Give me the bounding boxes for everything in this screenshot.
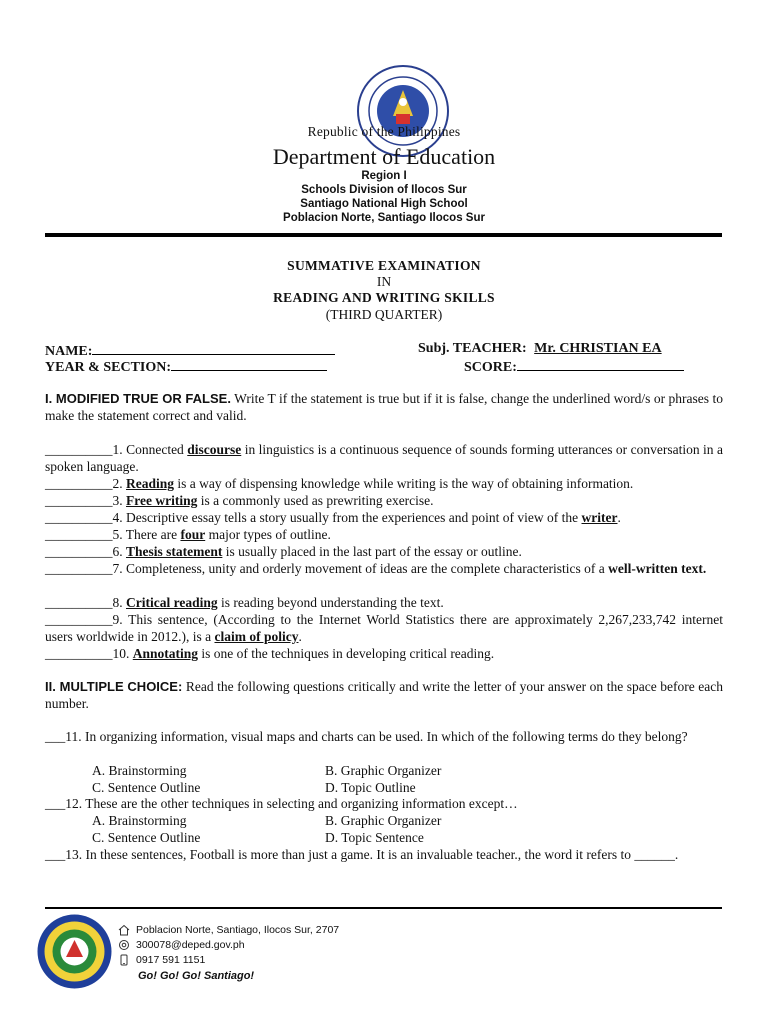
footer-divider — [45, 907, 722, 909]
option-c: C. Sentence Outline — [92, 830, 201, 845]
question-7: __________7. Completeness, unity and orderly movement of ideas are the complete characteristics of a well-written text. — [45, 561, 707, 576]
exam-title: SUMMATIVE EXAMINATION — [287, 258, 481, 273]
score-input[interactable] — [517, 357, 684, 371]
section1-heading: I. MODIFIED TRUE OR FALSE. — [45, 391, 231, 406]
footer-address: Poblacion Norte, Santiago, Ilocos Sur, 2707 — [118, 924, 339, 936]
exam-title-in: IN — [376, 274, 392, 289]
score-label: SCORE: — [464, 360, 517, 375]
answer-blank[interactable]: __________ — [45, 510, 113, 525]
section1-instructions: I. MODIFIED TRUE OR FALSE. Write T if the statement is true but if it is false, change the underlined word/s or phrases to make the statement correct and valid. — [45, 391, 723, 423]
answer-blank[interactable]: __________ — [45, 527, 113, 542]
underlined-term: Critical reading — [126, 595, 218, 610]
region: Region I — [361, 170, 407, 182]
answer-blank[interactable]: __________ — [45, 493, 113, 508]
school-motto: Go! Go! Go! Santiago! — [138, 970, 255, 982]
department-name: Department of Education — [272, 144, 496, 169]
house-icon — [118, 924, 130, 936]
option-a: A. Brainstorming — [92, 763, 187, 778]
option-d: D. Topic Outline — [325, 780, 416, 795]
question-1: __________1. Connected discourse in linguistics is a continuous sequence of sounds forming utterances or conversation in a spoken language. — [45, 442, 723, 474]
answer-blank[interactable]: __________ — [45, 646, 113, 661]
underlined-term: Free writing — [126, 493, 198, 508]
answer-blank[interactable]: __________ — [45, 544, 113, 559]
year-section-field — [45, 357, 327, 376]
option-b: B. Graphic Organizer — [325, 763, 442, 778]
quarter-label: (THIRD QUARTER) — [325, 307, 443, 322]
answer-blank[interactable]: __________ — [45, 595, 113, 610]
question-10: __________10. Annotating is one of the techniques in developing critical reading. — [45, 646, 495, 661]
question-6: __________6. Thesis statement is usually placed in the last part of the essay or outline. — [45, 544, 522, 559]
bold-term: well-written text. — [608, 561, 707, 576]
underlined-term: Thesis statement — [126, 544, 223, 559]
underlined-term: Annotating — [132, 646, 199, 661]
school-address: Poblacion Norte, Santiago Ilocos Sur — [283, 212, 485, 224]
phone-icon — [118, 954, 130, 966]
question-2: __________2. Reading is a way of dispensing knowledge while writing is the way of obtaining information. — [45, 476, 634, 491]
underlined-term: writer — [581, 510, 618, 525]
header-divider — [45, 233, 722, 237]
answer-blank[interactable]: ___ — [45, 847, 66, 862]
answer-blank[interactable]: __________ — [45, 476, 113, 491]
footer-phone: 0917 591 1151 — [118, 954, 205, 966]
teacher-field — [418, 341, 662, 357]
question-8: __________8. Critical reading is reading beyond understanding the text. — [45, 595, 444, 610]
question-3: __________3. Free writing is a commonly used as prewriting exercise. — [45, 493, 434, 508]
option-a: A. Brainstorming — [92, 813, 187, 828]
underlined-term: four — [180, 527, 206, 542]
option-d: D. Topic Sentence — [325, 830, 424, 845]
underlined-term: claim of policy — [214, 629, 299, 644]
question-9: __________9. This sentence, (According to the Internet World Statistics there are approximately 2,267,233,742 internet users worldwide in 2012.), is a claim of policy. — [45, 612, 723, 644]
teacher-name: Mr. CHRISTIAN EA — [534, 341, 662, 356]
underlined-term: Reading — [126, 476, 175, 491]
question-12: ___12. These are the other techniques in selecting and organizing information except… — [45, 796, 518, 811]
division: Schools Division of Ilocos Sur — [301, 184, 467, 196]
question-5: __________5. There are four major types of outline. — [45, 527, 331, 542]
year-section-label: YEAR & SECTION: — [45, 360, 172, 375]
school-name: Santiago National High School — [300, 198, 468, 210]
option-c: C. Sentence Outline — [92, 780, 201, 795]
email-icon — [118, 939, 130, 951]
section2-heading: II. MULTIPLE CHOICE: — [45, 679, 183, 694]
section2-instructions: II. MULTIPLE CHOICE: Read the following questions critically and write the letter of your answer on the space before each number. — [45, 679, 723, 711]
year-section-input[interactable] — [171, 357, 327, 371]
answer-blank[interactable]: ___ — [45, 796, 66, 811]
republic-line: Republic of the Philippines — [307, 124, 461, 139]
answer-blank[interactable]: __________ — [45, 561, 113, 576]
teacher-label: Subj. TEACHER: — [418, 341, 527, 356]
school-seal-logo — [36, 913, 113, 990]
question-11: ___11. In organizing information, visual maps and charts can be used. In which of the following terms do they belong? — [45, 729, 688, 744]
name-label: NAME: — [45, 344, 93, 359]
footer-email: 300078@deped.gov.ph — [118, 939, 245, 951]
answer-blank[interactable]: ___ — [45, 729, 66, 744]
option-b: B. Graphic Organizer — [325, 813, 442, 828]
question-4: __________4. Descriptive essay tells a story usually from the experiences and point of view of the writer. — [45, 510, 621, 525]
name-input[interactable] — [92, 341, 335, 355]
answer-blank[interactable]: __________ — [45, 442, 113, 457]
question-13: ___13. In these sentences, Football is more than just a game. It is an invaluable teacher., the word it refers to ______. — [45, 847, 679, 862]
subject-title: READING AND WRITING SKILLS — [273, 290, 495, 305]
underlined-term: discourse — [187, 442, 242, 457]
answer-blank[interactable]: __________ — [45, 612, 113, 627]
score-field — [464, 357, 684, 376]
